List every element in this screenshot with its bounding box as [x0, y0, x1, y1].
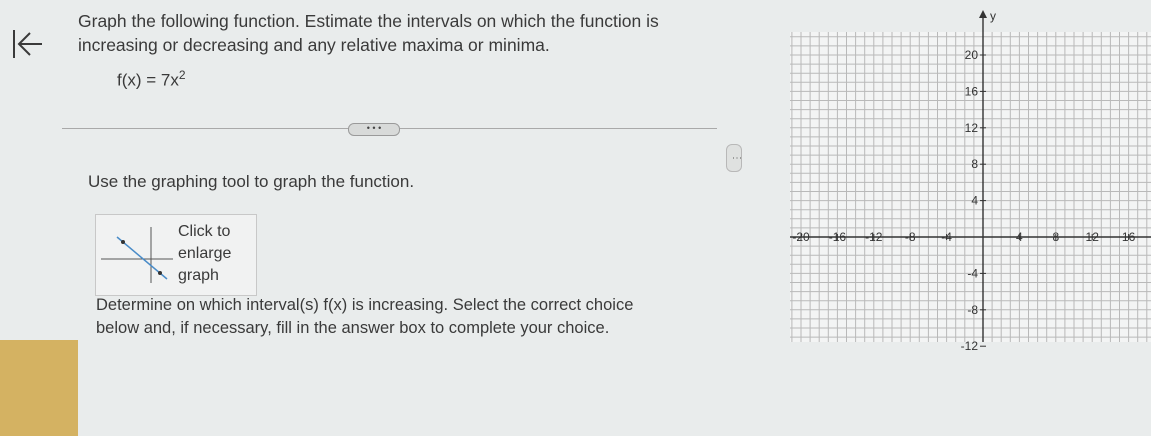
- x-tick-label: -16: [828, 230, 847, 244]
- y-tick-label: 8: [971, 157, 978, 172]
- y-tick-label: 20: [964, 48, 978, 62]
- x-tick-label: 16: [1121, 230, 1136, 244]
- back-arrow-icon: [6, 26, 46, 62]
- enlarge-label-line-3: graph: [178, 267, 219, 284]
- question-line-2: below and, if necessary, fill in the answer box to complete your choice.: [96, 319, 610, 337]
- enlarge-label: [178, 221, 231, 287]
- enlarge-graph-button[interactable]: [95, 214, 257, 296]
- x-tick-label: 8: [1052, 230, 1060, 244]
- enlarge-label-line-1: Click to: [178, 223, 231, 240]
- x-tick-label: -8: [904, 230, 916, 244]
- side-highlight: [0, 340, 78, 436]
- y-tick-label: 16: [964, 84, 978, 99]
- question-text: [96, 294, 736, 340]
- graphing-tool-instruction: Use the graphing tool to graph the function.: [88, 172, 415, 191]
- x-tick-label: -12: [865, 230, 883, 244]
- function-definition: [117, 68, 186, 91]
- question-line-1: Determine on which interval(s) f(x) is increasing. Select the correct choice: [96, 296, 634, 314]
- problem-instructions: [78, 9, 718, 57]
- function-text: f(x) = 7x: [117, 70, 179, 90]
- function-exponent: 2: [178, 68, 186, 82]
- coordinate-graph[interactable]: [780, 0, 1151, 436]
- y-tick-label: -12: [960, 339, 978, 354]
- back-button[interactable]: [6, 26, 46, 62]
- more-button[interactable]: • • •: [348, 123, 400, 136]
- panel-resize-handle[interactable]: ⋮: [726, 144, 742, 172]
- instruction-line-1: Graph the following function. Estimate the intervals on which the function is: [78, 11, 659, 31]
- x-tick-label: -4: [941, 230, 952, 244]
- grid-background: [790, 32, 1151, 342]
- y-tick-label: -8: [967, 302, 978, 317]
- x-tick-label: 4: [1016, 230, 1023, 244]
- y-tick-label: 4: [971, 193, 978, 208]
- y-axis-arrow-icon: [979, 10, 987, 18]
- y-tick-label: -4: [967, 266, 978, 281]
- y-axis-label: y: [990, 9, 996, 23]
- graph-thumbnail-icon: [101, 221, 173, 287]
- x-tick-label: 12: [1085, 230, 1099, 244]
- enlarge-label-line-2: enlarge: [178, 245, 232, 262]
- x-tick-label: -20: [792, 230, 810, 244]
- instruction-line-2: increasing or decreasing and any relative maxima or minima.: [78, 35, 550, 55]
- y-tick-label: 12: [964, 120, 978, 135]
